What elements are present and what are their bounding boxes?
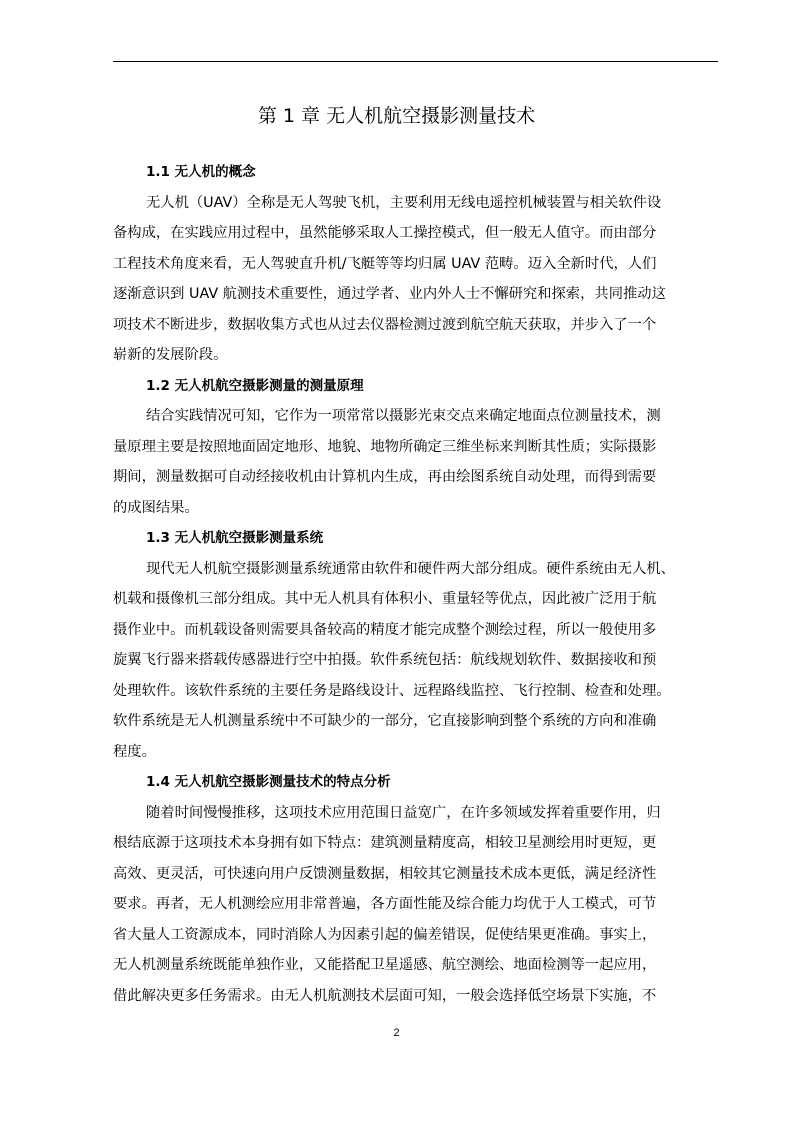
paragraph-line: 摄作业中。而机载设备则需要具备较高的精度才能完成整个测绘过程，所以一般使用多: [113, 621, 657, 638]
paragraph-line: 现代无人机航空摄影测量系统通常由软件和硬件两大部分组成。硬件系统由无人机、: [146, 560, 675, 577]
paragraph-line: 量原理主要是按照地面固定地形、地貌、地物所确定三维坐标来判断其性质；实际摄影: [113, 438, 657, 455]
page-number: 2: [393, 1027, 400, 1039]
paragraph-line: 软件系统是无人机测量系统中不可缺少的一部分，它直接影响到整个系统的方向和准确: [113, 713, 657, 729]
paragraph-line: 项技术不断进步，数据收集方式也从过去仪器检测过渡到航空航天获取，并步入了一个: [113, 316, 657, 333]
paragraph-line: 崭新的发展阶段。: [113, 347, 228, 363]
paragraph-line: 备构成，在实践应用过程中，虽然能够采取人工操控模式，但一般无人值守。而由部分: [113, 225, 657, 241]
paragraph-line: 无人机测量系统既能单独作业，又能搭配卫星遥感、航空测绘、地面检测等一起应用，: [113, 957, 657, 973]
document-body: [113, 157, 718, 1011]
header-rule: [113, 61, 718, 62]
section-feature-analysis: [113, 767, 718, 1011]
section-measurement-system: [113, 523, 718, 767]
section-heading: 1.2 无人机航空摄影测量的测量原理: [146, 377, 364, 394]
section-uav-concept: [113, 157, 718, 371]
paragraph-line: 处理软件。该软件系统的主要任务是路线设计、远程路线监控、飞行控制、检查和处理。: [113, 682, 671, 699]
chapter-title: 第 1 章 无人机航空摄影测量技术: [257, 105, 536, 127]
section-measurement-principle: [113, 371, 718, 524]
paragraph-line: 工程技术角度来看，无人驾驶直升机/飞艇等等均归属 UAV 范畴。迈入全新时代，人们: [113, 255, 657, 272]
paragraph-line: 逐渐意识到 UAV 航测技术重要性，通过学者、业内外人士不懈研究和探索，共同推动这: [113, 286, 666, 302]
paragraph-line: 随着时间慢慢推移，这项技术应用范围日益宽广，在许多领域发挥着重要作用，归: [146, 804, 661, 821]
paragraph-line: 旋翼飞行器来搭载传感器进行空中拍摄。软件系统包括：航线规划软件、数据接收和预: [113, 652, 657, 668]
paragraph-line: 省大量人工资源成本，同时消除人为因素引起的偏差错误，促使结果更准确。事实上，: [113, 926, 657, 943]
paragraph-line: 根结底源于这项技术本身拥有如下特点：建筑测量精度高，相较卫星测绘用时更短，更: [113, 835, 657, 851]
paragraph-line: 借此解决更多任务需求。由无人机航测技术层面可知，一般会选择低空场景下实施，不: [113, 987, 657, 1004]
paragraph-line: 要求。再者，无人机测绘应用非常普遍，各方面性能及综合能力均优于人工模式，可节: [113, 896, 657, 912]
section-heading: 1.3 无人机航空摄影测量系统: [146, 530, 324, 546]
paragraph-line: 的成图结果。: [113, 499, 199, 516]
paragraph-line: 程度。: [113, 743, 156, 760]
paragraph-line: 期间，测量数据可自动经接收机由计算机内生成，再由绘图系统自动处理，而得到需要: [113, 469, 657, 485]
section-heading: 1.1 无人机的概念: [146, 164, 256, 180]
paragraph-line: 结合实践情况可知，它作为一项常常以摄影光束交点来确定地面点位测量技术，测: [146, 408, 661, 424]
paragraph-line: 机载和摄像机三部分组成。其中无人机具有体积小、重量轻等优点，因此被广泛用于航: [113, 591, 657, 607]
paragraph-line: 无人机（UAV）全称是无人驾驶飞机，主要利用无线电遥控机械装置与相关软件设: [146, 194, 662, 211]
paragraph-line: 高效、更灵活，可快速向用户反馈测量数据，相较其它测量技术成本更低，满足经济性: [113, 865, 657, 882]
section-heading: 1.4 无人机航空摄影测量技术的特点分析: [146, 774, 391, 790]
